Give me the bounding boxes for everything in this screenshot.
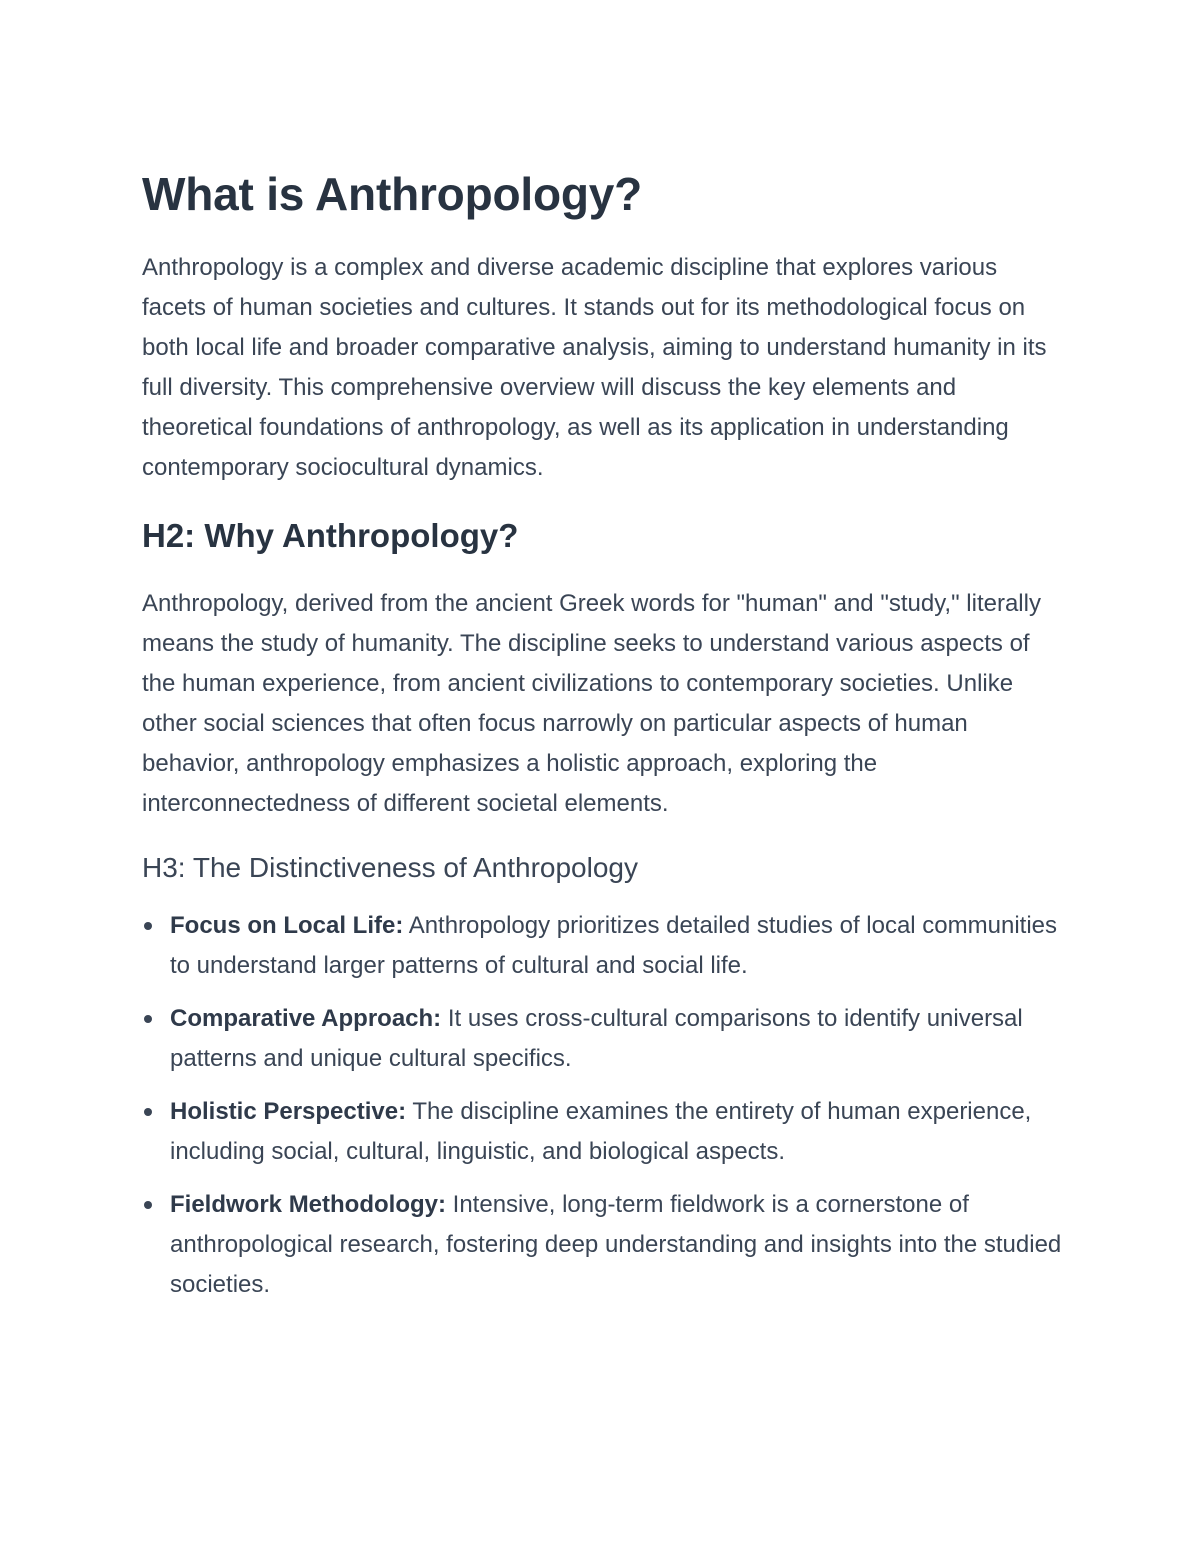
list-item-term: Holistic Perspective: <box>170 1098 407 1125</box>
distinctiveness-list <box>142 906 1062 1305</box>
list-item-text: Anthropology prioritizes detailed studies of local communities to understand larger patterns of cultural and social life. <box>170 912 1058 979</box>
list-item-text: The discipline examines the entirety of human experience, including social, cultural, linguistic, and biological aspects. <box>170 1098 1032 1165</box>
page-title: What is Anthropology? <box>142 168 643 220</box>
list-item <box>142 1185 1062 1305</box>
list-item-text: Intensive, long-term fieldwork is a cornerstone of anthropological research, fostering deep understanding and insights into the studied societies. <box>170 1191 1062 1298</box>
bullet-icon <box>144 1015 152 1023</box>
section-paragraph-why: Anthropology, derived from the ancient Greek words for "human" and "study," literally means the study of humanity. The discipline seeks to understand various aspects of the human experience, from ancient civilizations to contemporary societies. Unlike other social sciences that often focus narrowly on particular aspects of human behavior, anthropology emphasizes a holistic approach, exploring the interconnectedness of different societal elements. <box>142 590 1041 817</box>
bullet-icon <box>144 922 152 930</box>
list-item-text: It uses cross-cultural comparisons to identify universal patterns and unique cultural specifics. <box>170 1005 1023 1072</box>
document-page <box>142 160 1062 1318</box>
list-item-term: Focus on Local Life: <box>170 912 404 939</box>
list-item-term: Comparative Approach: <box>170 1005 442 1032</box>
list-item <box>142 1092 1062 1172</box>
list-item <box>142 906 1062 986</box>
bullet-icon <box>144 1108 152 1116</box>
list-item <box>142 999 1062 1079</box>
section-heading-why: H2: Why Anthropology? <box>142 517 519 554</box>
bullet-icon <box>144 1201 152 1209</box>
intro-paragraph: Anthropology is a complex and diverse academic discipline that explores various facets of human societies and cultures. It stands out for its methodological focus on both local life and broader comparative analysis, aiming to understand humanity in its full diversity. This comprehensive overview will discuss the key elements and theoretical foundations of anthropology, as well as its application in understanding contemporary sociocultural dynamics. <box>142 254 1047 481</box>
list-item-term: Fieldwork Methodology: <box>170 1191 446 1218</box>
subsection-heading-distinctiveness: H3: The Distinctiveness of Anthropology <box>142 852 638 883</box>
